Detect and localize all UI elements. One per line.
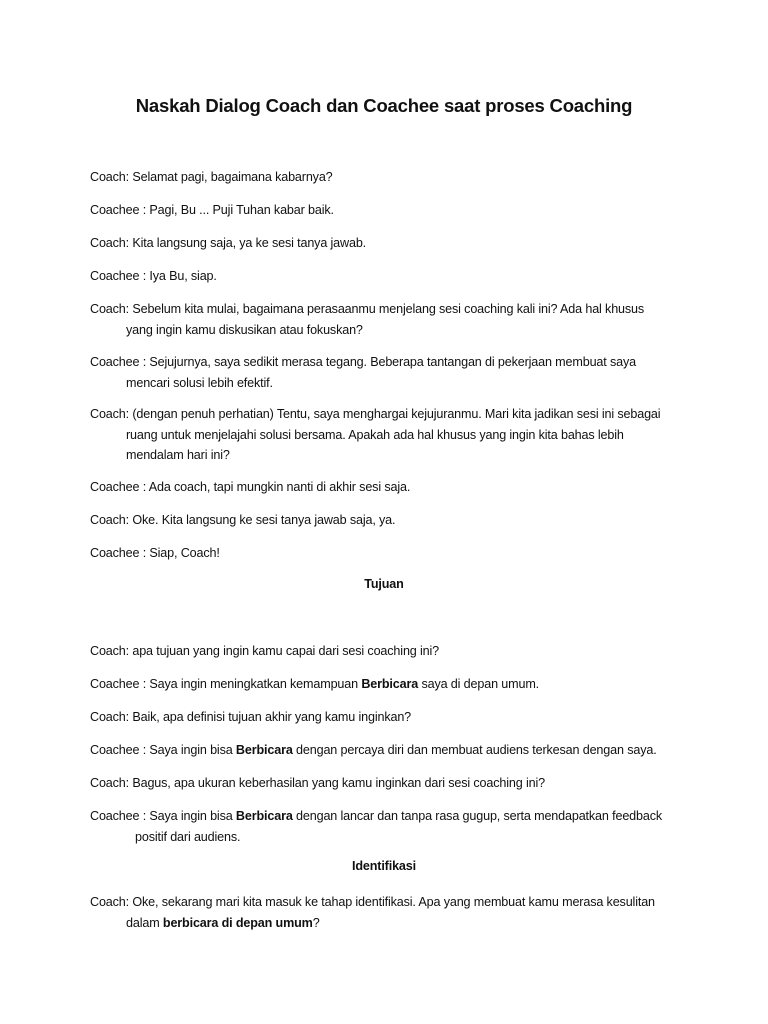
dialog-text: Coach: apa tujuan yang ingin kamu capai dari sesi coaching ini? — [90, 644, 439, 658]
dialog-text: Coach: (dengan penuh perhatian) Tentu, saya menghargai kejujuranmu. Mari kita jadikan sesi ini sebagai — [90, 407, 661, 421]
dialog-text: dengan lancar dan tanpa rasa gugup, serta mendapatkan feedback — [292, 809, 663, 823]
dialog-text: Coachee : Pagi, Bu ... Puji Tuhan kabar baik. — [90, 203, 334, 217]
dialog-line — [90, 892, 690, 933]
dialog-line — [90, 806, 690, 847]
dialog-text-continuation: yang ingin kamu diskusikan atau fokuskan? — [126, 322, 363, 337]
dialog-text-continuation: positif dari audiens. — [135, 829, 241, 844]
dialog-text: Coachee : Iya Bu, siap. — [90, 269, 217, 283]
emphasis-text: Berbicara — [361, 677, 419, 691]
dialog-text: dengan percaya diri dan membuat audiens terkesan dengan saya. — [292, 743, 657, 757]
dialog-line — [90, 200, 690, 221]
dialog-line — [90, 674, 690, 695]
dialog-line — [90, 477, 690, 498]
section-heading-identifikasi: Identifikasi — [352, 859, 416, 873]
dialog-text-continuation — [90, 913, 690, 934]
dialog-line — [90, 167, 690, 188]
dialog-text: dalam — [126, 915, 163, 930]
section-heading-tujuan: Tujuan — [364, 577, 404, 591]
emphasis-text: berbicara di depan umum — [162, 915, 313, 930]
dialog-text: Coach: Baik, apa definisi tujuan akhir yang kamu inginkan? — [90, 710, 412, 724]
dialog-text: ? — [312, 915, 320, 930]
dialog-text: Coachee : Saya ingin meningkatkan kemampuan — [90, 677, 362, 691]
dialog-text: Coach: Selamat pagi, bagaimana kabarnya? — [90, 170, 333, 184]
dialog-text: Coachee : Saya ingin bisa — [90, 809, 236, 823]
dialog-line — [90, 707, 690, 728]
dialog-text: Coachee : Saya ingin bisa — [90, 743, 236, 757]
document-title: Naskah Dialog Coach dan Coachee saat proses Coaching — [135, 95, 633, 116]
dialog-text-continuation: ruang untuk menjelajahi solusi bersama. Apakah ada hal khusus yang ingin kita bahas lebih — [126, 427, 624, 442]
dialog-line — [90, 510, 690, 531]
dialog-text: Coach: Bagus, apa ukuran keberhasilan yang kamu inginkan dari sesi coaching ini? — [90, 776, 545, 790]
dialog-text: saya di depan umum. — [418, 677, 540, 691]
dialog-text: Coachee : Sejujurnya, saya sedikit merasa tegang. Beberapa tantangan di pekerjaan membuat saya — [90, 355, 636, 369]
dialog-line — [90, 233, 690, 254]
dialog-text: Coachee : Ada coach, tapi mungkin nanti di akhir sesi saja. — [90, 480, 411, 494]
dialog-line — [90, 641, 690, 662]
dialog-line — [90, 266, 690, 287]
dialog-line — [90, 404, 690, 466]
dialog-text: Coachee : Siap, Coach! — [90, 546, 220, 560]
dialog-line — [90, 773, 690, 794]
dialog-text: Coach: Kita langsung saja, ya ke sesi tanya jawab. — [90, 236, 367, 250]
dialog-line — [90, 740, 690, 761]
emphasis-text: Berbicara — [235, 809, 293, 823]
dialog-text-continuation: mendalam hari ini? — [126, 448, 230, 462]
dialog-text-continuation: mencari solusi lebih efektif. — [126, 375, 273, 390]
dialog-text: Coach: Sebelum kita mulai, bagaimana perasaanmu menjelang sesi coaching kali ini? Ada hal khusus — [90, 302, 645, 316]
emphasis-text: Berbicara — [235, 743, 293, 757]
dialog-line — [90, 543, 690, 564]
dialog-line — [90, 352, 690, 393]
dialog-line — [90, 299, 690, 340]
dialog-text: Coach: Oke. Kita langsung ke sesi tanya jawab saja, ya. — [90, 513, 396, 527]
dialog-text: Coach: Oke, sekarang mari kita masuk ke tahap identifikasi. Apa yang membuat kamu merasa kesulitan — [90, 895, 655, 909]
